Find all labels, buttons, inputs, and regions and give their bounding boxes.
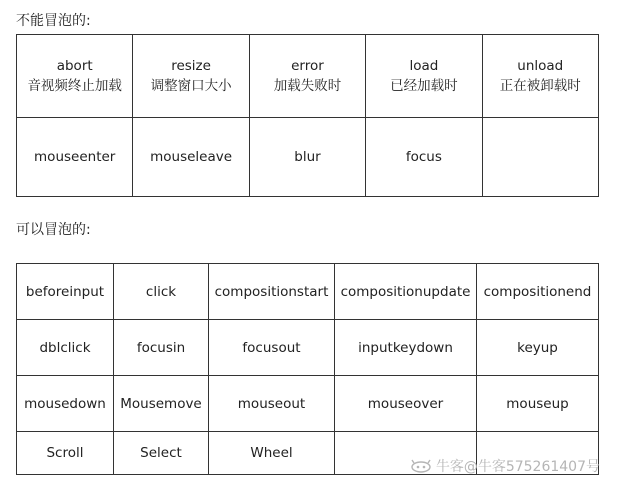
event-description: 正在被卸载时: [499, 78, 581, 94]
event-cell: [482, 35, 598, 118]
table-row: [17, 118, 599, 197]
event-cell: beforeinput: [17, 264, 114, 320]
bubbling-events-table: [16, 263, 599, 475]
event-cell: Wheel: [209, 432, 335, 475]
event-name: load: [409, 58, 439, 74]
event-cell: mouseup: [477, 376, 599, 432]
event-name: resize: [171, 58, 211, 74]
event-cell: [366, 35, 482, 118]
table-row: [17, 320, 599, 376]
event-cell: focusin: [114, 320, 209, 376]
event-cell: [133, 35, 249, 118]
event-description: 加载失败时: [273, 78, 342, 94]
event-cell: keyup: [477, 320, 599, 376]
bubbling-heading: 可以冒泡的:: [16, 222, 91, 238]
watermark: [410, 456, 600, 476]
event-cell: blur: [249, 118, 365, 197]
table-row: [17, 35, 599, 118]
event-name: abort: [56, 58, 93, 74]
event-name: unload: [517, 58, 564, 74]
event-description: 已经加载时: [390, 78, 458, 94]
event-cell: mouseenter: [17, 118, 133, 197]
event-cell: Mousemove: [114, 376, 209, 432]
non-bubbling-events-table: [16, 34, 599, 197]
event-description: 音视频终止加载: [27, 78, 122, 94]
event-cell: mouseleave: [133, 118, 249, 197]
event-cell: mousedown: [17, 376, 114, 432]
event-cell: mouseover: [335, 376, 477, 432]
event-cell: [249, 35, 365, 118]
table-row: [17, 264, 599, 320]
nowcoder-logo-icon: [410, 459, 432, 473]
event-cell: inputkeydown: [335, 320, 477, 376]
event-cell: focus: [366, 118, 482, 197]
event-cell: dblclick: [17, 320, 114, 376]
event-name: error: [291, 58, 324, 74]
event-description: 调整窗口大小: [150, 78, 232, 94]
event-cell: [17, 35, 133, 118]
event-cell: Select: [114, 432, 209, 475]
table-row: [17, 376, 599, 432]
event-cell: compositionstart: [209, 264, 335, 320]
event-cell: compositionupdate: [335, 264, 477, 320]
event-cell: mouseout: [209, 376, 335, 432]
event-cell: Scroll: [17, 432, 114, 475]
watermark-text: 牛客@牛客575261407号: [435, 459, 600, 475]
non-bubbling-heading: 不能冒泡的:: [16, 13, 91, 29]
event-cell: compositionend: [477, 264, 599, 320]
event-cell: [482, 118, 598, 197]
event-cell: focusout: [209, 320, 335, 376]
event-cell: click: [114, 264, 209, 320]
